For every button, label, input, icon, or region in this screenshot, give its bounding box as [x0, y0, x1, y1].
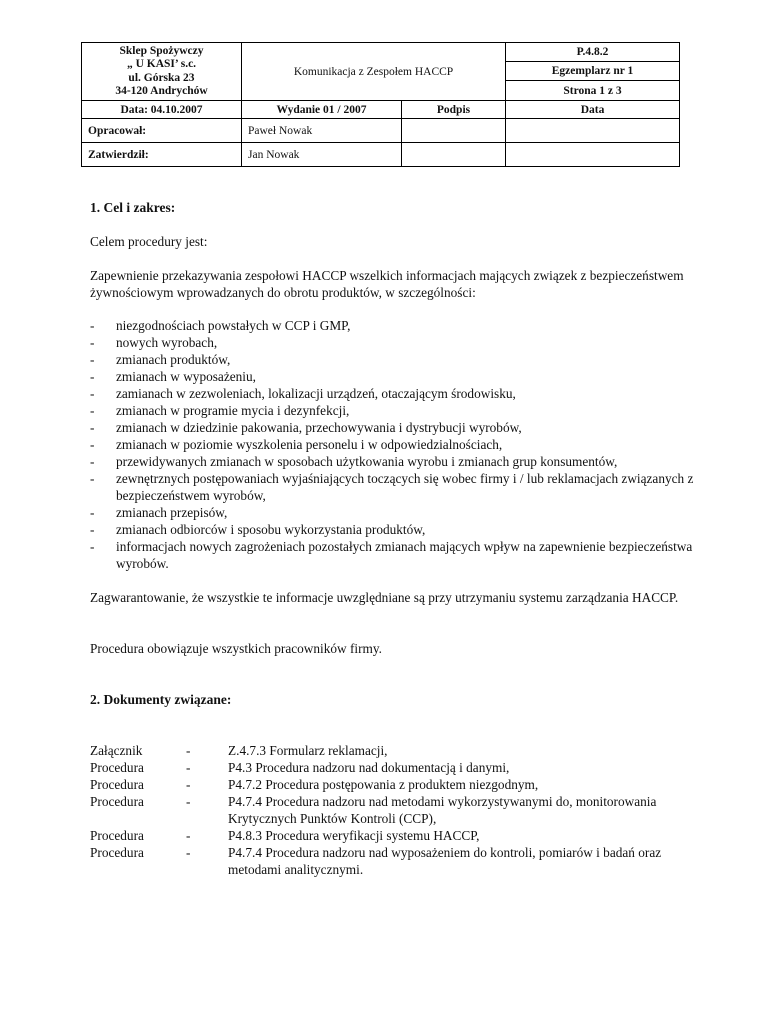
- edition: Wydanie 01 / 2007: [242, 101, 402, 119]
- list-item: - niezgodnościach powstałych w CCP i GMP,: [90, 318, 351, 333]
- list-item: - nowych wyrobach,: [90, 335, 218, 350]
- date-column-label: Data: [506, 101, 680, 119]
- list-item: - zmianach w poziomie wyszkolenia personelu i w odpowiedzialnościach,: [90, 437, 503, 452]
- list-item: - zmianach w programie mycia i dezynfekcji,: [90, 403, 350, 418]
- document-row: Procedura - P4.7.4 Procedura nadzoru nad metodami wykorzystywanymi do, monitorowania Krytycznych Punktów Kontroli (CCP),: [90, 794, 657, 826]
- company-line: Sklep Spożywczy: [119, 44, 204, 57]
- scope-paragraph: Procedura obowiązuje wszystkich pracowników firmy.: [90, 641, 382, 656]
- approved-label: Zatwierdził:: [82, 143, 242, 167]
- document-row: Procedura - P4.8.3 Procedura weryfikacji systemu HACCP,: [90, 828, 480, 843]
- company-info: [82, 43, 242, 101]
- document-row: Procedura - P4.7.2 Procedura postępowania z produktem niezgodnym,: [90, 777, 539, 792]
- company-line: 34-120 Andrychów: [115, 85, 208, 97]
- prepared-label: Opracował:: [82, 119, 242, 143]
- issue-date: Data: 04.10.2007: [82, 101, 242, 119]
- list-item: - zamianach w zezwoleniach, lokalizacji urządzeń, otaczającym środowisku,: [90, 386, 516, 401]
- list-item: - przewidywanych zmianach w sposobach użytkowania wyrobu i zmianach grup konsumentów,: [90, 454, 618, 469]
- page-number: Strona 1 z 3: [506, 81, 680, 101]
- document-row: Procedura - P4.3 Procedura nadzoru nad dokumentacją i danymi,: [90, 760, 510, 775]
- document-title: Komunikacja z Zespołem HACCP: [242, 43, 506, 101]
- list-item: - zmianach produktów,: [90, 352, 231, 367]
- company-line: ul. Górska 23: [128, 71, 195, 84]
- approved-date: [506, 143, 680, 167]
- document-row: Załącznik - Z.4.7.3 Formularz reklamacji,: [90, 743, 388, 758]
- signature-column-label: Podpis: [402, 101, 506, 119]
- guarantee-paragraph: Zagwarantowanie, że wszystkie te informacje uwzględniane są przy utrzymaniu systemu zarządzania HACCP.: [90, 590, 679, 605]
- section-1-paragraph: Zapewnienie przekazywania zespołowi HACCP wszelkich informacjach mających związek z bezpieczeństwem żywnościowym wprowadzanych do obrotu produktów, w szczególności:: [90, 268, 684, 300]
- related-documents-table: [90, 742, 698, 878]
- prepared-date: [506, 119, 680, 143]
- document-header-table: [81, 42, 680, 167]
- list-item: - informacjach nowych zagrożeniach pozostałych zmianach mających wpływ na zapewnienie bezpieczeństwa wyrobów.: [90, 539, 693, 571]
- approved-by: Jan Nowak: [242, 143, 402, 167]
- procedure-code: P.4.8.2: [506, 43, 680, 62]
- list-item: - zmianach w dziedzinie pakowania, przechowywania i dystrybucji wyrobów,: [90, 420, 522, 435]
- document-row: Procedura - P4.7.4 Procedura nadzoru nad wyposażeniem do kontroli, pomiarów i badań oraz metodami analitycznymi.: [90, 845, 662, 877]
- list-item: - zmianach w wyposażeniu,: [90, 369, 256, 384]
- list-item: - zmianach odbiorców i sposobu wykorzystania produktów,: [90, 522, 426, 537]
- scope-list: [90, 317, 720, 572]
- list-item: - zmianach przepisów,: [90, 505, 228, 520]
- list-item: - zewnętrznych postępowaniach wyjaśniających toczących się wobec firmy i / lub reklamacjach związanych z bezpieczeństwem wyrobów,: [90, 471, 694, 503]
- approved-signature: [402, 143, 506, 167]
- section-1-heading: 1. Cel i zakres:: [90, 200, 176, 215]
- document-body: [90, 199, 720, 878]
- copy-number: Egzemplarz nr 1: [506, 62, 680, 81]
- section-2-heading: 2. Dokumenty związane:: [90, 692, 232, 707]
- company-line: „ U KASI’ s.c.: [126, 58, 197, 70]
- section-1-intro: Celem procedury jest:: [90, 234, 208, 249]
- prepared-signature: [402, 119, 506, 143]
- prepared-by: Paweł Nowak: [242, 119, 402, 143]
